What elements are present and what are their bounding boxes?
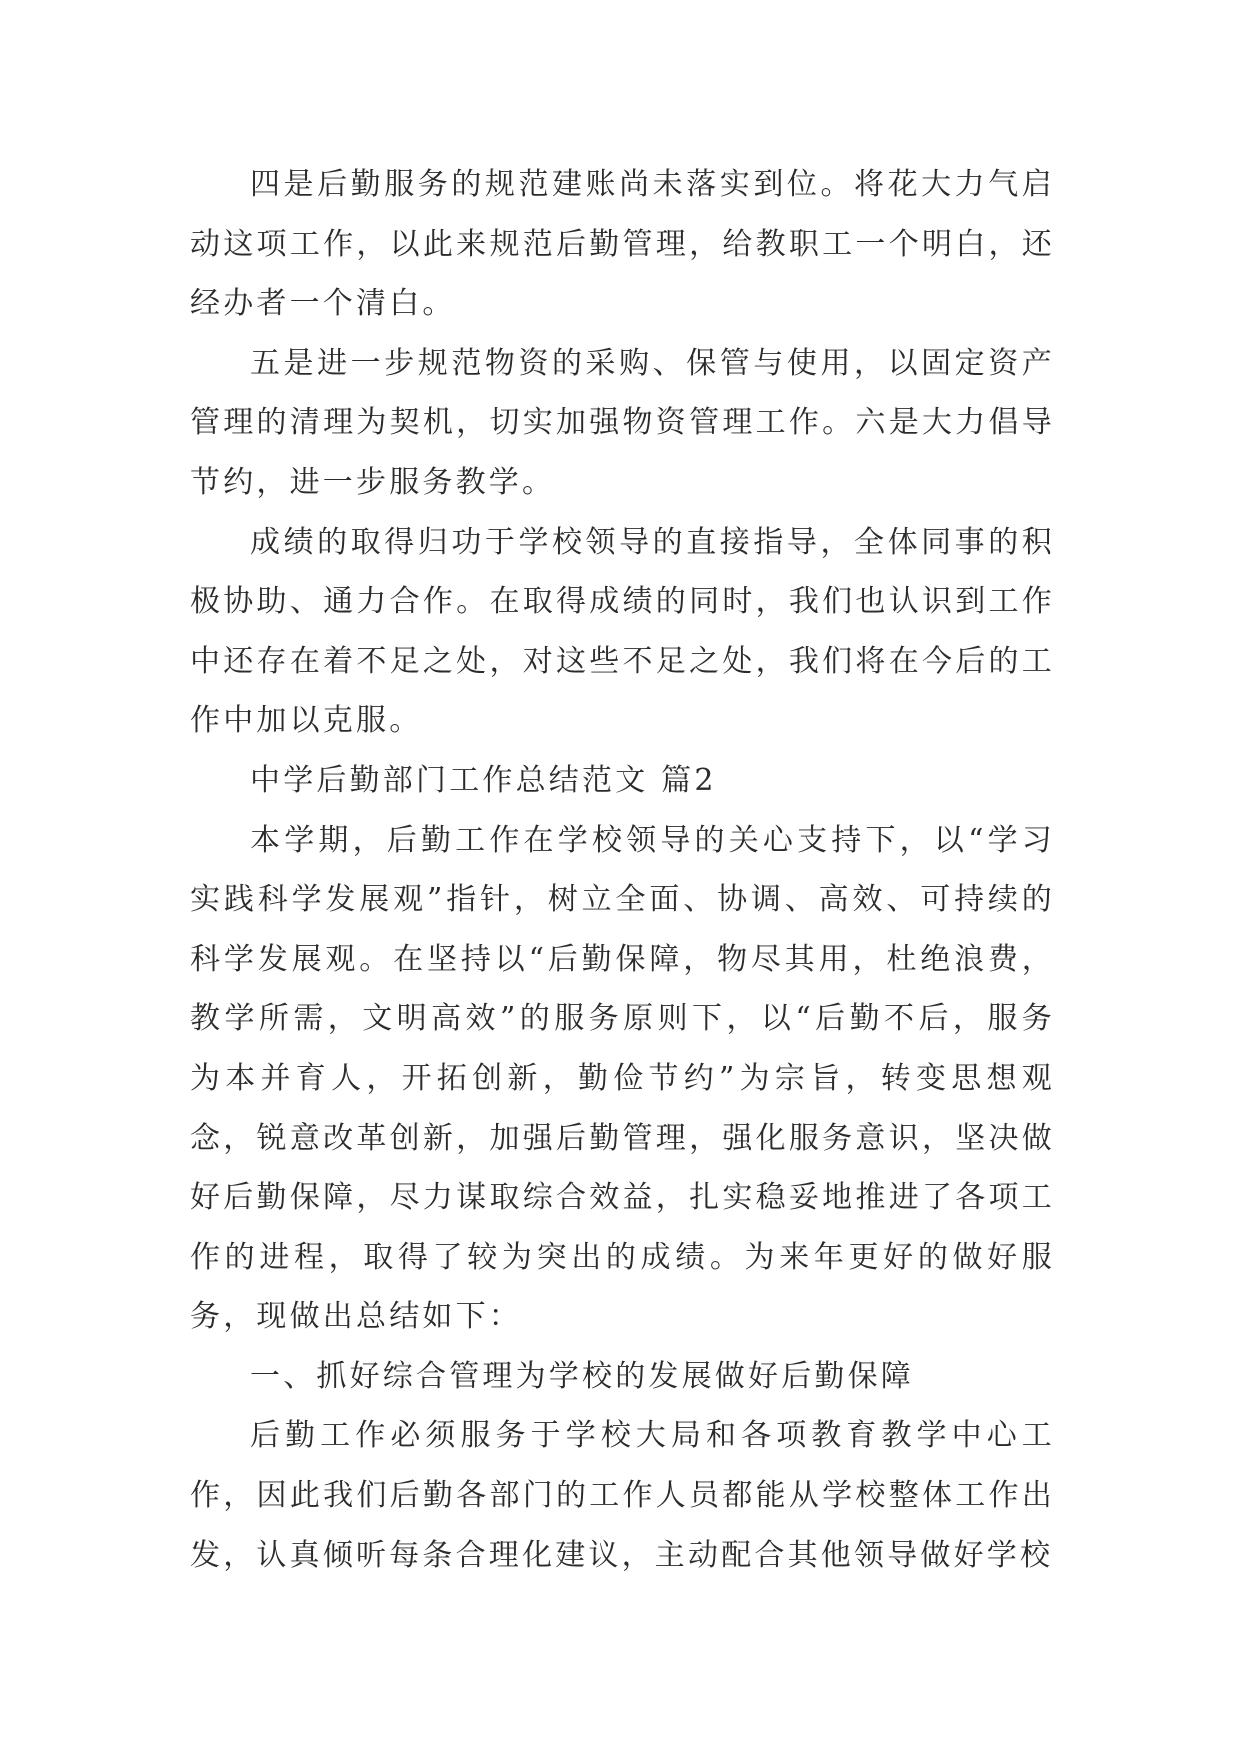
- paragraph-semester-summary: 本学期，后勤工作在学校领导的关心支持下，以“学习实践科学发展观”指针，树立全面、协调、高效、可持续的科学发展观。在坚持以“后勤保障，物尽其用，杜绝浪费，教学所需，文明高效”的服务原则下，以“后勤不后，服务为本并育人，开拓创新，勤俭节约”为宗旨，转变思想观念，锐意改革创新，加强后勤管理，强化服务意识，坚决做好后勤保障，尽力谋取综合效益，扎实稳妥地推进了各项工作的进程，取得了较为突出的成绩。为来年更好的做好服务，现做出总结如下：: [190, 822, 1055, 1335]
- document-body: [190, 155, 1055, 1585]
- paragraph-achievements: 成绩的取得归功于学校领导的直接指导，全体同事的积极协助、通力合作。在取得成绩的同时，我们也认识到工作中还存在着不足之处，对这些不足之处，我们将在今后的工作中加以克服。: [190, 524, 1055, 739]
- section-title: 中学后勤部门工作总结范文 篇2: [250, 762, 717, 798]
- subsection-heading: 一、抓好综合管理为学校的发展做好后勤保障: [250, 1358, 914, 1394]
- paragraph-logistics-service: 后勤工作必须服务于学校大局和各项教育教学中心工作，因此我们后勤各部门的工作人员都能从学校整体工作出发，认真倾听每条合理化建议，主动配合其他领导做好学校: [190, 1418, 1055, 1573]
- paragraph-materials-management: 五是进一步规范物资的采购、保管与使用，以固定资产管理的清理为契机，切实加强物资管理工作。六是大力倡导节约，进一步服务教学。: [190, 345, 1055, 500]
- paragraph-logistics-accounts: 四是后勤服务的规范建账尚未落实到位。将花大力气启动这项工作，以此来规范后勤管理，给教职工一个明白，还经办者一个清白。: [190, 167, 1055, 322]
